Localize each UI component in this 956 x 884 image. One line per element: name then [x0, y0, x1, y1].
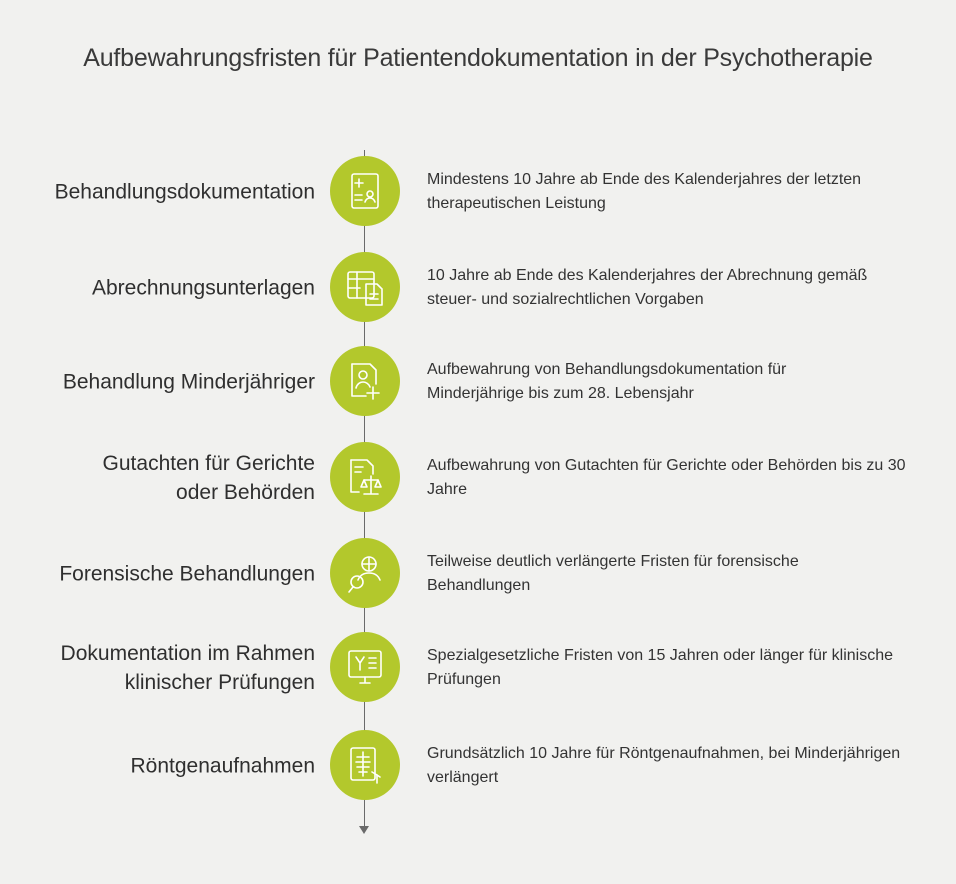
timeline-item [0, 628, 956, 708]
item-label: Behandlung Minderjähriger [62, 370, 315, 394]
item-description: Teilweise deutlich verlängerte Fristen für forensische Behandlungen [427, 553, 799, 594]
item-description: 10 Jahre ab Ende des Kalenderjahres der Abrechnung gemäß steuer- und sozialrechtlichen Vorgaben [427, 267, 868, 308]
item-description: Aufbewahrung von Behandlungsdokumentation für Minderjährige bis zum 28. Lebensjahr [427, 361, 787, 402]
patient-file-plus-icon [330, 346, 400, 416]
item-label: Abrechnungsunterlagen [91, 276, 315, 300]
legal-document-scales-icon [330, 442, 400, 512]
timeline-item [0, 152, 956, 232]
xray-scan-icon [330, 730, 400, 800]
page-title: Aufbewahrungsfristen für Patientendokumentation in der Psychotherapie [83, 44, 873, 72]
timeline-item [0, 438, 956, 518]
timeline-arrow-icon [359, 826, 369, 834]
item-description: Spezialgesetzliche Fristen von 15 Jahren oder länger für klinische Prüfungen [427, 647, 894, 688]
item-label: Forensische Behandlungen [59, 562, 315, 586]
item-label: Dokumentation im Rahmen klinischer Prüfungen [60, 642, 315, 694]
timeline-item [0, 534, 956, 614]
forensic-search-icon [330, 538, 400, 608]
item-description: Mindestens 10 Jahre ab Ende des Kalenderjahres der letzten therapeutischen Leistung [427, 171, 862, 212]
item-description: Grundsätzlich 10 Jahre für Röntgenaufnahmen, bei Minderjährigen verlängert [427, 745, 901, 786]
item-label: Gutachten für Gerichte oder Behörden [102, 452, 315, 504]
medical-document-icon [330, 156, 400, 226]
timeline-item [0, 342, 956, 422]
clinical-trial-monitor-icon [330, 632, 400, 702]
item-label: Behandlungsdokumentation [54, 180, 315, 204]
timeline-item [0, 248, 956, 328]
timeline-item [0, 726, 956, 806]
item-description: Aufbewahrung von Gutachten für Gerichte oder Behörden bis zu 30 Jahre [427, 457, 906, 498]
item-label: Röntgenaufnahmen [130, 754, 315, 778]
billing-documents-icon [330, 252, 400, 322]
